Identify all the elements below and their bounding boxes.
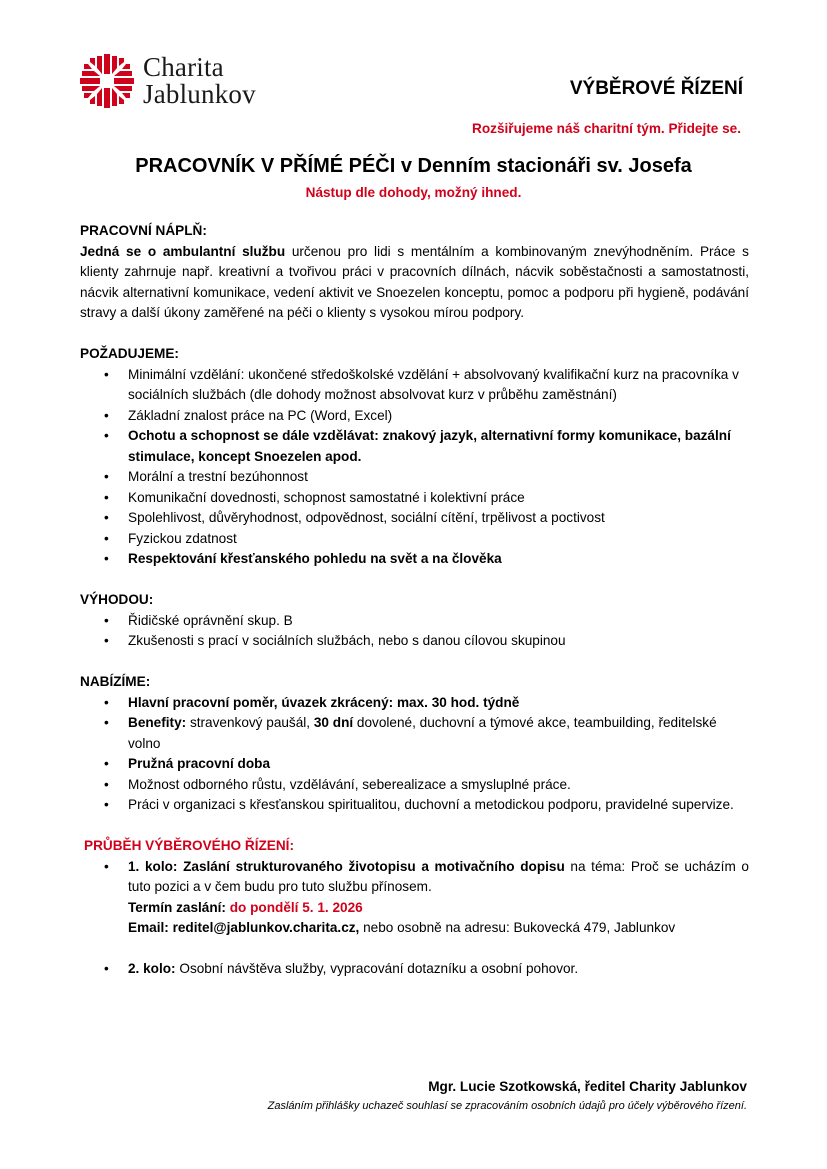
list-item: • Možnost odborného růstu, vzdělávání, seberealizace a smysluplné práce.	[80, 775, 749, 796]
address-text: nebo osobně na adresu: Bukovecká 479, Jablunkov	[359, 920, 676, 935]
start-date: Nástup dle dohody, možný ihned.	[305, 185, 522, 200]
list-item: • Morální a trestní bezúhonnost	[80, 467, 749, 488]
prubeh-list	[80, 857, 749, 939]
round2-item	[80, 959, 749, 980]
list-item: • Spolehlivost, důvěryhodnost, odpovědnost, sociální cítění, trpělivost a poctivost	[80, 508, 749, 529]
round1-paragraph	[128, 857, 749, 898]
nabizime-list	[80, 693, 749, 816]
list-item	[80, 693, 749, 714]
document-type: VÝBĚROVÉ ŘÍZENÍ	[569, 78, 743, 99]
charita-cross-icon	[80, 54, 134, 108]
deadline-value: do pondělí 5. 1. 2026	[229, 899, 363, 915]
round2-text: Osobní návštěva služby, vypracování dotazníku a osobní pohovor.	[175, 961, 579, 976]
position-title: PRACOVNÍK V PŘÍMÉ PÉČI v Denním stacionáři sv. Josefa	[135, 155, 692, 177]
round2-bold: 2. kolo:	[128, 961, 176, 976]
charita-logo	[80, 54, 256, 108]
list-item-bold: Pružná pracovní doba	[128, 756, 271, 771]
round1-bold: 1. kolo: Zaslání strukturovaného životopisu a motivačního dopisu	[128, 858, 565, 874]
list-item-bold: Hlavní pracovní poměr, úvazek zkrácený: max. 30 hod. týdně	[128, 694, 520, 710]
benefits-text: stravenkový paušál,	[186, 715, 314, 730]
prubeh-heading: PRŮBĚH VÝBĚROVÉHO ŘÍZENÍ:	[84, 838, 294, 853]
list-item: • Minimální vzdělání: ukončené středoškolské vzdělání + absolvovaný kvalifikační kurz na pracovníka v sociálních službách (dle dohody možnost absolvovat kurz v průběhu zaměstnání)	[80, 365, 749, 406]
list-item: • Řidičské oprávnění skup. B	[80, 611, 749, 632]
logo-line2: Jablunkov	[143, 79, 256, 109]
list-item: • Základní znalost práce na PC (Word, Excel)	[80, 406, 749, 427]
vacation-days: 30 dní	[313, 715, 354, 730]
benefits-label: Benefity:	[128, 715, 187, 730]
napln-text: určenou pro lidi s mentálním a kombinovaným znevýhodněním. Práce s klienty zahrnuje např. kreativní a tvořivou práci v pracovních dílnách, nácvik soběstačnosti a samostatnosti, nácvik alternativní komunikace, vedení aktivit ve Snoezelen konceptu, pomoc a podporu při hygieně, podávání stravy a další úkony zaměřené na péči o klienty s vysokou mírou podpory.	[80, 243, 749, 320]
email-line	[128, 918, 749, 939]
nabizime-heading: NABÍZÍME:	[80, 674, 151, 689]
slogan: Rozšiřujeme náš charitní tým. Přidejte se.	[472, 121, 741, 136]
list-item	[80, 426, 749, 467]
deadline	[128, 898, 749, 919]
list-item: • Fyzickou zdatnost	[80, 529, 749, 550]
round1-item	[80, 857, 749, 939]
list-item: • Komunikační dovednosti, schopnost samostatné i kolektivní práce	[80, 488, 749, 509]
vyhodou-list	[80, 611, 749, 652]
deadline-label: Termín zaslání:	[128, 899, 230, 915]
email-address[interactable]: Email: reditel@jablunkov.charita.cz,	[128, 920, 360, 935]
list-item	[80, 549, 749, 570]
list-item	[80, 754, 749, 775]
list-item: • Práci v organizaci s křesťanskou spiritualitou, duchovní a metodickou podporu, pravidelné supervize.	[80, 795, 749, 816]
vyhodou-heading: VÝHODOU:	[80, 592, 154, 607]
logo-line1: Charita	[143, 52, 224, 82]
main-content	[80, 221, 749, 980]
list-item-bold: Respektování křesťanského pohledu na svět a na člověka	[128, 551, 502, 566]
prubeh-list-2	[80, 959, 749, 980]
signature: Mgr. Lucie Szotkowská, ředitel Charity Jablunkov	[428, 1079, 747, 1094]
benefits-text-rest: dovolené, duchovní a týmové akce, teambuilding, ředitelské volno	[128, 715, 717, 751]
list-item: • Zkušenosti s prací v sociálních službách, nebo s danou cílovou skupinou	[80, 631, 749, 652]
list-item	[80, 713, 749, 754]
round1-text: na téma: Proč se ucházím o tuto pozici a v čem budu pro tuto službu přínosem.	[128, 858, 749, 894]
napln-bold-lead: Jedná se o ambulantní službu	[80, 243, 286, 259]
logo-text	[143, 54, 256, 108]
list-item-bold: Ochotu a schopnost se dále vzdělávat: znakový jazyk, alternativní formy komunikace, bazální stimulace, koncept Snoezelen apod.	[128, 428, 731, 464]
napln-heading: PRACOVNÍ NÁPLŇ:	[80, 223, 207, 238]
consent-note: Zasláním přihlášky uchazeč souhlasí se zpracováním osobních údajů pro účely výběrového řízení.	[267, 1100, 747, 1112]
pozadujeme-list	[80, 365, 749, 570]
napln-paragraph	[80, 242, 749, 324]
pozadujeme-heading: POŽADUJEME:	[80, 346, 179, 361]
